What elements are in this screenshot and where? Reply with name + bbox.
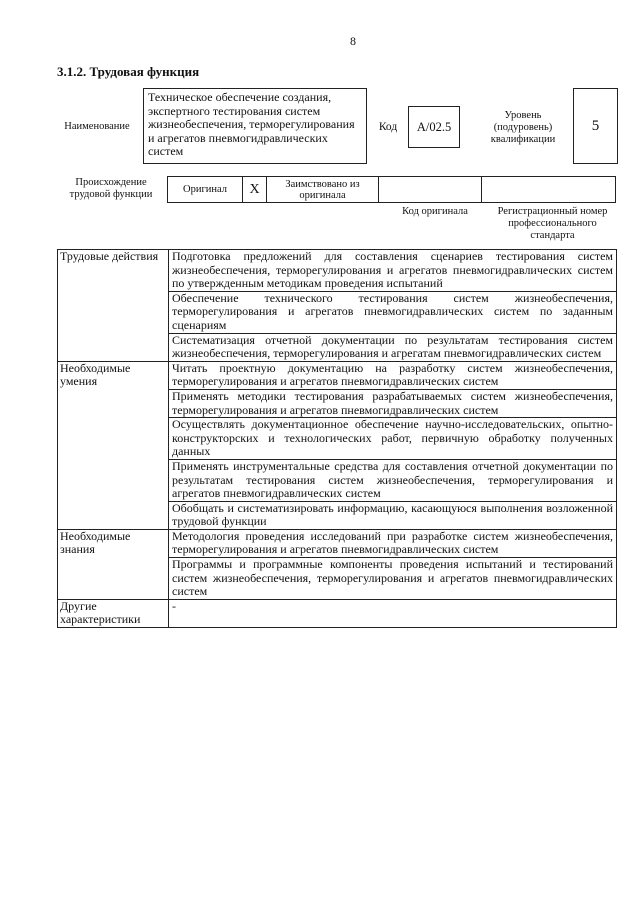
- table-cell: Подготовка предложений для составления сценариев тестирования систем жизнеобеспечения, терморегулирования и агрегатов пневмогидравлических систем по утвержденным методикам проведения испытаний: [169, 250, 617, 292]
- borrowed-cell: [266, 176, 379, 203]
- code-original-caption: Код оригинала: [402, 206, 468, 217]
- table-cell: Методология проведения исследований при разработке систем жизнеобеспечения, терморегулирования и агрегатов пневмогидравлических систем: [169, 529, 617, 557]
- table-cell: Обеспечение технического тестирования систем жизнеобеспечения, терморегулирования и агрегатов пневмогидравлических систем по заданным сценариям: [169, 291, 617, 333]
- name-label: Наименование: [64, 121, 130, 132]
- table-body: [58, 250, 617, 628]
- table-cell: -: [169, 599, 617, 627]
- borrowed-label: Заимствовано из оригинала: [285, 178, 360, 201]
- category-other: Другие характеристики: [58, 599, 169, 627]
- table-row: [58, 361, 617, 389]
- table-cell: Обобщать и систематизировать информацию, касающуюся выполнения возложенной трудовой функции: [169, 501, 617, 529]
- page-number: 8: [350, 34, 356, 48]
- original-cell: [167, 176, 243, 203]
- code-original-cell: [378, 176, 482, 203]
- category-labor-actions: Трудовые действия: [58, 250, 169, 362]
- code-box: A/02.5: [408, 106, 460, 148]
- table-cell: Программы и программные компоненты проведения испытаний и тестирований систем жизнеобеспечения, терморегулирования и агрегатов пневмогидравлических систем: [169, 558, 617, 600]
- table-cell: Читать проектную документацию на разработку систем жизнеобеспечения, терморегулирования и агрегатов пневмогидравлических систем: [169, 361, 617, 389]
- reg-number-caption: Регистрационный номер профессионального стандарта: [497, 206, 608, 241]
- table-row: [58, 529, 617, 557]
- original-mark: X: [249, 181, 260, 197]
- code-label: Код: [378, 121, 398, 133]
- category-required-skills: Необходимые умения: [58, 361, 169, 529]
- level-box: 5: [573, 88, 618, 164]
- category-required-knowledge: Необходимые знания: [58, 529, 169, 599]
- reg-number-cell: [481, 176, 616, 203]
- function-name-box: Техническое обеспечение создания, экспертного тестирования систем жизнеобеспечения, терморегулирования и агрегатов пневмогидравлических систем: [143, 88, 367, 164]
- table-cell: Применять инструментальные средства для составления отчетной документации по результатам тестирования систем жизнеобеспечения, терморегулирования и агрегатов пневмогидравлических систем: [169, 459, 617, 501]
- function-table: [57, 249, 617, 628]
- table-row: [58, 250, 617, 292]
- level-label: Уровень (подуровень) квалификации: [490, 110, 556, 145]
- section-title: 3.1.2. Трудовая функция: [57, 64, 200, 79]
- table-row: [58, 599, 617, 627]
- original-label: Оригинал: [183, 183, 227, 195]
- origin-label: Происхождение трудовой функции: [69, 177, 153, 200]
- origin-row: [168, 176, 618, 203]
- original-mark-cell: [242, 176, 267, 203]
- table-cell: Осуществлять документационное обеспечение научно-исследовательских, опытно-конструкторских и технологических работ, первичную обработку полученных данных: [169, 418, 617, 460]
- table-cell: Систематизация отчетной документации по результатам тестирования систем жизнеобеспечения, терморегулирования и агрегатам пневмогидравлических систем: [169, 333, 617, 361]
- table-cell: Применять методики тестирования разрабатываемых систем жизнеобеспечения, терморегулирования и агрегатов пневмогидравлических систем: [169, 389, 617, 417]
